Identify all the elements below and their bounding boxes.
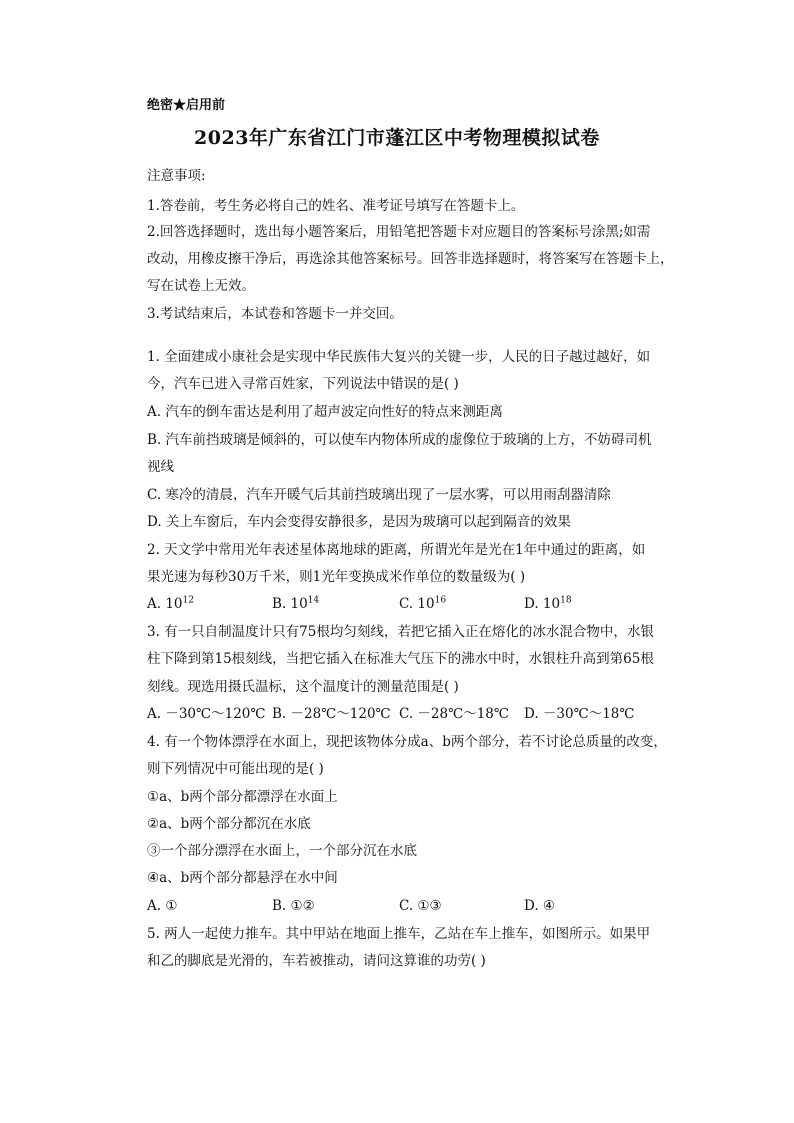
question-3-option-c: C. －28℃～18℃ <box>399 706 509 722</box>
question-1-option-b: B. 汽车前挡玻璃是倾斜的，可以使车内物体所成的虚像位于玻璃的上方，不妨碍司机 <box>147 432 652 448</box>
question-1-stem: 今，汽车已进入寻常百姓家，下列说法中错误的是( ) <box>147 376 459 392</box>
question-5-stem: 5. 两人一起使力推车。其中甲站在地面上推车，乙站在车上推车，如图所示。如果甲 <box>147 926 651 942</box>
question-5-stem: 和乙的脚底是光滑的，车若被推动，请问这算谁的功劳( ) <box>147 953 486 969</box>
notice-line: 写在试卷上无效。 <box>147 278 255 294</box>
question-2-option-d: D. $10^{18}$ <box>524 595 572 612</box>
question-2-option-c: C. $10^{16}$ <box>399 595 447 612</box>
question-3-stem: 3. 有一只自制温度计只有75根均匀刻线，若把它插入正在熔化的冰水混合物中，水银 <box>147 624 654 640</box>
confidential-label: 绝密★启用前 <box>147 98 226 113</box>
question-1-stem: 1. 全面建成小康社会是实现中华民族伟大复兴的关键一步，人民的日子越过越好，如 <box>147 349 651 365</box>
question-4-option-d: D. ④ <box>524 898 556 914</box>
question-1-option-a: A. 汽车的倒车雷达是利用了超声波定向性好的特点来测距离 <box>147 404 503 420</box>
question-4-item-4: ④a、b两个部分都悬浮在水中间 <box>147 870 338 886</box>
notice-heading: 注意事项: <box>147 168 206 184</box>
question-3-stem: 刻线。现选用摄氏温标，这个温度计的测量范围是( ) <box>147 679 459 695</box>
notice-line: 3.考试结束后，本试卷和答题卡一并交回。 <box>147 306 403 322</box>
question-2-option-b: B. $10^{14}$ <box>272 595 320 612</box>
question-4-stem: 4. 有一个物体漂浮在水面上，现把该物体分成a、b两个部分，若不讨论总质量的改变， <box>147 734 667 750</box>
question-4-item-2: ②a、b两个部分都沉在水底 <box>147 816 311 832</box>
question-2-option-a: A. $10^{12}$ <box>147 595 194 612</box>
question-1-option-c: C. 寒冷的清晨，汽车开暖气后其前挡玻璃出现了一层水雾，可以用雨刮器清除 <box>147 487 611 503</box>
question-1-option-b-cont: 视线 <box>147 459 174 475</box>
notice-line: 2.回答选择题时，选出每小题答案后，用铅笔把答题卡对应题目的答案标号涂黑;如需 <box>147 224 651 240</box>
question-4-stem: 则下列情况中可能出现的是( ) <box>147 761 324 777</box>
question-2-stem: 果光速为每秒30万千米，则1光年变换成米作单位的数量级为( ) <box>147 569 526 585</box>
question-4-option-b: B. ①② <box>272 898 315 914</box>
question-3-option-d: D. －30℃～18℃ <box>524 706 635 722</box>
question-4-item-3: ③一个部分漂浮在水面上，一个部分沉在水底 <box>147 843 417 859</box>
page-title: 2023年广东省江门市蓬江区中考物理模拟试卷 <box>194 127 600 149</box>
question-3-option-b: B. －28℃～120℃ <box>272 706 391 722</box>
question-4-item-1: ①a、b两个部分都漂浮在水面上 <box>147 789 338 805</box>
question-2-stem: 2. 天文学中常用光年表述星体离地球的距离，所谓光年是光在1年中通过的距离，如 <box>147 542 646 558</box>
question-3-option-a: A. －30℃～120℃ <box>147 706 266 722</box>
question-1-option-d: D. 关上车窗后，车内会变得安静很多，是因为玻璃可以起到隔音的效果 <box>147 514 571 530</box>
question-3-stem: 柱下降到第15根刻线，当把它插入在标准大气压下的沸水中时，水银柱升高到第65根 <box>147 651 654 667</box>
question-4-option-c: C. ①③ <box>399 898 442 914</box>
notice-line: 改动，用橡皮擦干净后，再选涂其他答案标号。回答非选择题时，将答案写在答题卡上， <box>147 251 674 267</box>
notice-line: 1.答卷前，考生务必将自己的姓名、准考证号填写在答题卡上。 <box>147 198 525 214</box>
question-4-option-a: A. ① <box>147 898 178 914</box>
